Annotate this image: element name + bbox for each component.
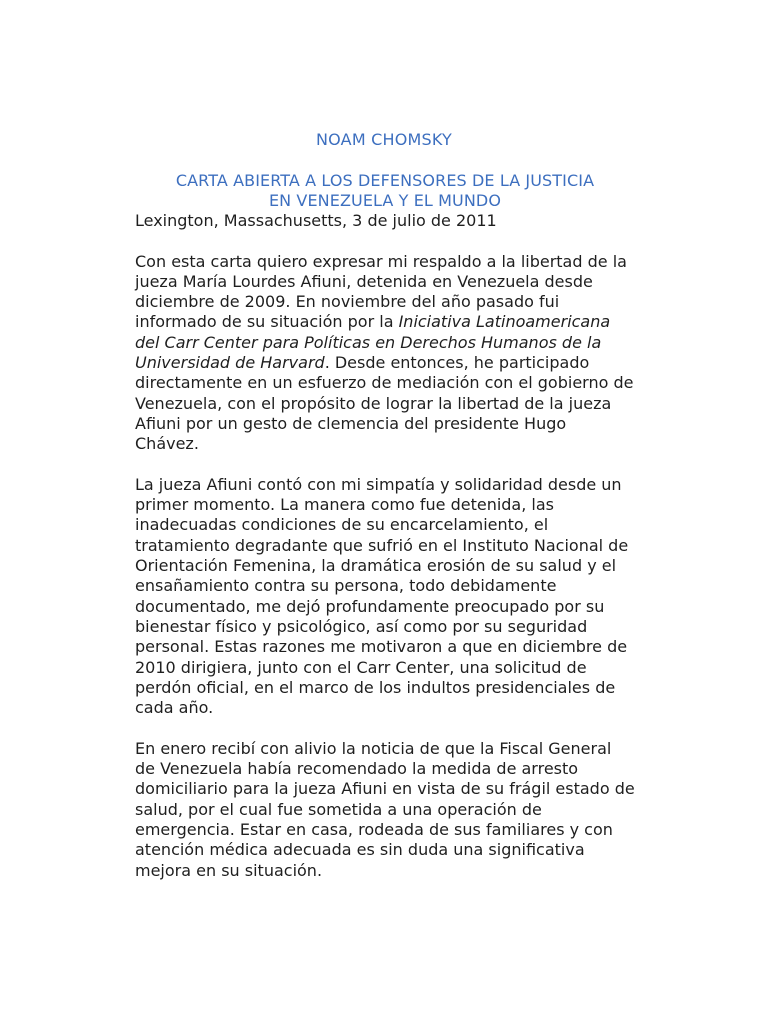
paragraph-spacer	[135, 718, 635, 738]
letter-body	[135, 211, 635, 881]
paragraph-1	[135, 252, 635, 455]
paragraph-1-text-b: . Desde entonces, he participado directamente en un esfuerzo de mediación con el gobierno de Venezuela, con el propósito de lograr la libertad de la jueza Afiuni por un gesto de clemencia del presidente Hugo Chávez.	[135, 353, 634, 454]
author-heading: NOAM CHOMSKY	[316, 130, 452, 149]
letter-title	[135, 171, 635, 211]
paragraph-2: La jueza Afiuni contó con mi simpatía y solidaridad desde un primer momento. La manera como fue detenida, las inadecuadas condiciones de su encarcelamiento, el tratamiento degradante que sufrió en el Instituto Nacional de Orientación Femenina, la dramática erosión de su salud y el ensañamiento contra su persona, todo debidamente documentado, me dejó profundamente preocupado por su bienestar físico y psicológico, así como por su seguridad personal. Estas razones me motivaron a que en diciembre de 2010 dirigiera, junto con el Carr Center, una solicitud de perdón oficial, en el marco de los indultos presidenciales de cada año.	[135, 474, 629, 718]
paragraph-spacer	[135, 231, 635, 251]
letter-title-line2: EN VENEZUELA Y EL MUNDO	[268, 191, 502, 210]
letter-title-line1: CARTA ABIERTA A LOS DEFENSORES DE LA JUSTICIA	[175, 171, 595, 190]
dateline: Lexington, Massachusetts, 3 de julio de 2011	[135, 211, 497, 230]
paragraph-1-italic-citation: Iniciativa Latinoamericana del Carr Center para Políticas en Derechos Humanos de la Universidad de Harvard	[135, 312, 611, 373]
paragraph-1-text-a: Con esta carta quiero expresar mi respaldo a la libertad de la jueza María Lourdes Afiuni, detenida en Venezuela desde diciembre de 2009. En noviembre del año pasado fui informado de su situación por la	[135, 251, 627, 332]
paragraph-spacer	[135, 455, 635, 475]
paragraph-3: En enero recibí con alivio la noticia de que la Fiscal General de Venezuela había recomendado la medida de arresto domiciliario para la jueza Afiuni en vista de su frágil estado de salud, por el cual fue sometida a una operación de emergencia. Estar en casa, rodeada de sus familiares y con atención médica adecuada es sin duda una significativa mejora en su situación.	[135, 738, 635, 880]
